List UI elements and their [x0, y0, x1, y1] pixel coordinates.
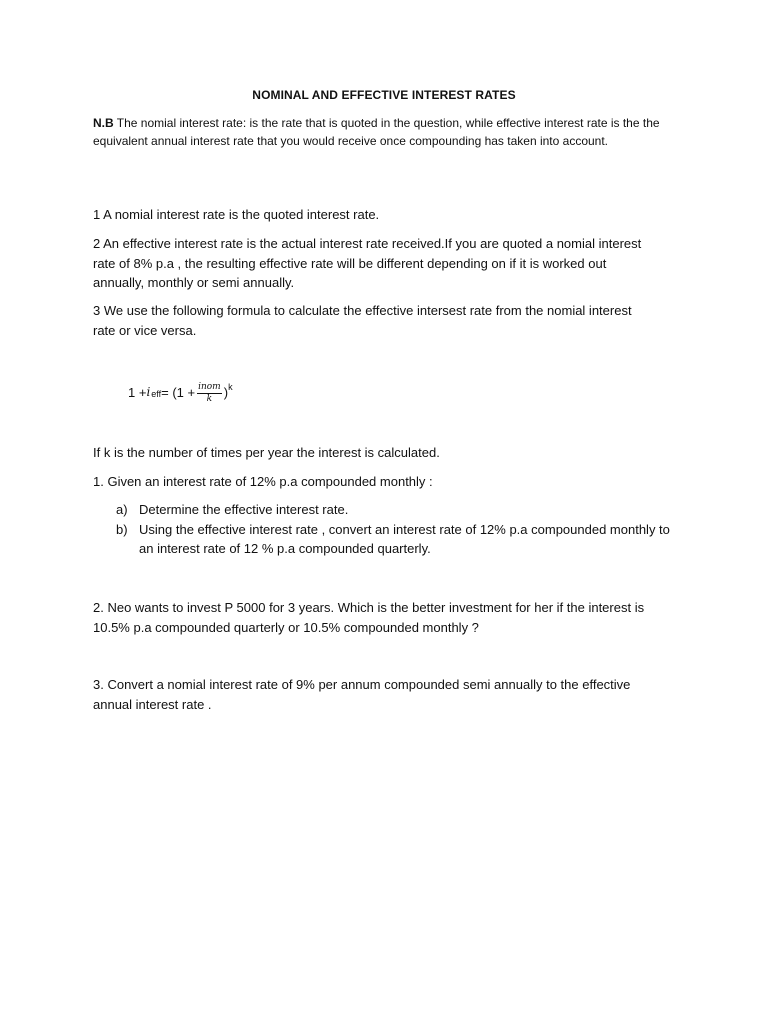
list-item	[116, 500, 676, 520]
list-item-text: Determine the effective interest rate.	[139, 502, 349, 517]
list-item-text: Using the effective interest rate , convert an interest rate of 12% p.a compounded monthly to an interest rate of 12 % p.a compounded quarterly.	[139, 521, 670, 556]
list-marker: a)	[116, 502, 128, 517]
formula-exponent: k	[228, 382, 233, 392]
point-3: 3 We use the following formula to calculate the effective intersest rate from the nomial interest rate or vice versa.	[93, 303, 632, 338]
point-2: 2 An effective interest rate is the actual interest rate received.If you are quoted a nomial interest rate of 8% p.a , the resulting effective rate will be different depending on if it is worked out annually, monthly or semi annually.	[93, 236, 642, 290]
formula-i: i	[146, 385, 151, 399]
formula-eff-subscript: eff	[151, 389, 162, 399]
formula-fraction	[197, 382, 222, 405]
document-title: NOMINAL AND EFFECTIVE INTEREST RATES	[252, 88, 516, 102]
k-definition: If k is the number of times per year the interest is calculated.	[93, 445, 440, 460]
point-1: 1 A nomial interest rate is the quoted interest rate.	[93, 207, 380, 222]
list-marker: b)	[116, 521, 128, 537]
question-1: 1. Given an interest rate of 12% p.a compounded monthly :	[93, 474, 433, 489]
formula-close-paren: )	[223, 384, 229, 400]
formula-numerator: inom	[198, 381, 221, 392]
effective-rate-formula	[128, 375, 233, 409]
question-2: 2. Neo wants to invest P 5000 for 3 years. Which is the better investment for her if the interest is 10.5% p.a compounded quarterly or 10.5% compounded monthly ?	[93, 600, 645, 635]
formula-equals: = (1 +	[161, 384, 196, 400]
note-text: The nomial interest rate: is the rate that is quoted in the question, while effective interest rate is the the equivalent annual interest rate that you would receive once compounding has taken into account.	[93, 116, 660, 148]
question-3: 3. Convert a nomial interest rate of 9% per annum compounded semi annually to the effective annual interest rate .	[93, 677, 631, 712]
formula-lhs-start: 1 +	[128, 384, 147, 400]
formula-denominator: k	[197, 393, 222, 405]
note-paragraph	[93, 115, 678, 150]
question-1-parts	[116, 500, 676, 559]
note-label: N.B	[93, 116, 114, 130]
list-item	[116, 520, 676, 559]
